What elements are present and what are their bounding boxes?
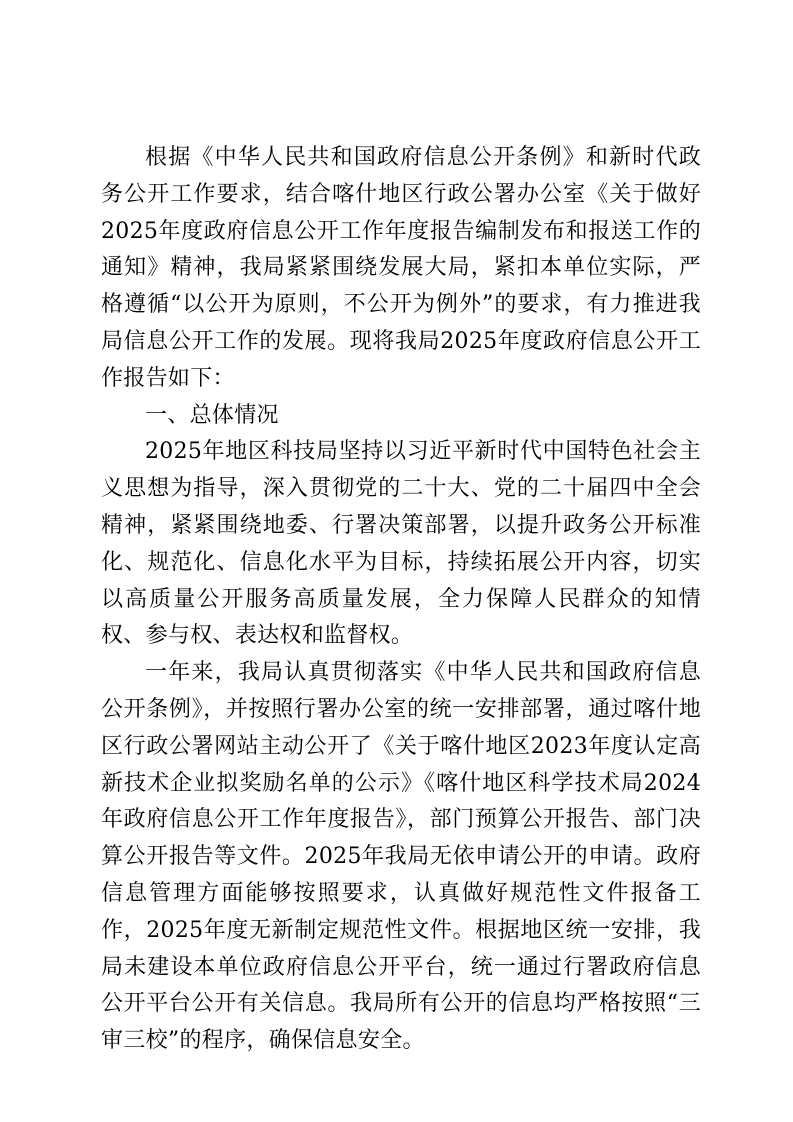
document-body xyxy=(101,140,701,1060)
section-heading-overview: 一、总体情况 xyxy=(145,402,279,428)
annual-work-paragraph: 一年来，我局认真贯彻落实《中华人民共和国政府信息公开条例》，并按照行署办公室的统一安排部署，通过喀什地区行政公署网站主动公开了《关于喀什地区2023年度认定高新技术企业拟奖励名单的公示》《喀什地区科学技术局2024年政府信息公开工作年度报告》，部门预算公开报告、部门决算公开报告等文件。2025年我局无依申请公开的申请。政府信息管理方面能够按照要求，认真做好规范性文件报备工作，2025年度无新制定规范性文件。根据地区统一安排，我局未建设本单位政府信息公开平台，统一通过行署政府信息公开平台公开有关信息。我局所有公开的信息均严格按照“三审三校”的程序，确保信息安全。 xyxy=(101,660,701,1054)
overview-paragraph: 2025年地区科技局坚持以习近平新时代中国特色社会主义思想为指导，深入贯彻党的二十大、党的二十届四中全会精神，紧紧围绕地委、行署决策部署，以提升政务公开标准化、规范化、信息化水平为目标，持续拓展公开内容，切实以高质量公开服务高质量发展，全力保障人民群众的知情权、参与权、表达权和监督权。 xyxy=(101,439,701,649)
intro-paragraph: 根据《中华人民共和国政府信息公开条例》和新时代政务公开工作要求，结合喀什地区行政公署办公室《关于做好2025年度政府信息公开工作年度报告编制发布和报送工作的通知》精神，我局紧紧围绕发展大局，紧扣本单位实际，严格遵循“以公开为原则，不公开为例外”的要求，有力推进我局信息公开工作的发展。现将我局2025年度政府信息公开工作报告如下： xyxy=(101,145,701,391)
